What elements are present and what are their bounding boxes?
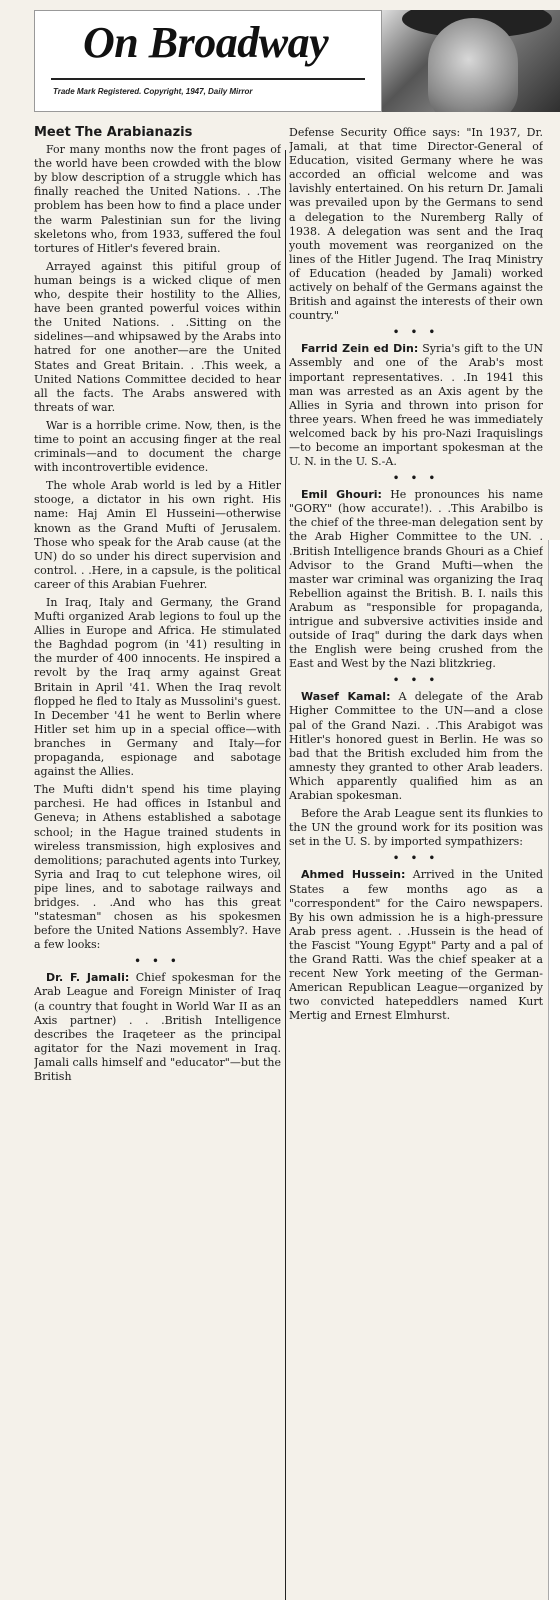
paragraph-text: Chief spokesman for the Arab League and Foreign Minister of Iraq (a country that fought in World War II as an Axis partner) . . .British Intelligence describes the Iraqeteer as the principal agitator for the Nazi movement in Iraq. Jamali calls himself and "educator"—but the British [34, 971, 281, 1083]
article-paragraph [34, 419, 281, 475]
paragraph-text: Arrived in the United States a few months ago as a "correspondent" for the Cairo newspapers. By his own admission he is a high-pressure Arab press agent. . .Hussein is the head of the Fascist "Young Egypt" Party and a pal of the Grand Ratti. Was the chief speaker at a recent New York meeting of the German-American Republican League—organized by two convicted hatepeddlers named Kurt Mertig and Ernest Elmhurst. [289, 868, 543, 1023]
profile-name: Ahmed Hussein: [301, 868, 406, 882]
article-paragraph [289, 807, 543, 849]
right-column [289, 126, 543, 1600]
article-paragraph [34, 596, 281, 779]
left-column [34, 126, 281, 1600]
right-column-body [289, 126, 543, 1023]
article-paragraph [34, 971, 281, 1084]
columnist-portrait-photo [382, 10, 560, 112]
article-paragraph [289, 342, 543, 469]
column-divider [285, 150, 286, 1600]
profile-name: Wasef Kamal: [301, 690, 391, 704]
article-paragraph [34, 783, 281, 952]
portrait-face [428, 18, 518, 112]
profile-name: Emil Ghouri: [301, 488, 382, 502]
section-separator: • • • [392, 675, 440, 687]
profile-name: Farrid Zein ed Din: [301, 342, 419, 356]
section-separator: • • • [134, 956, 181, 968]
paragraph-text: For many months now the front pages of the world have been crowded with the blow by blow description of a struggle which has finally reached the United Nations. . .The problem has been how to find a place under the warm Palestinian sun for the living skeletons who, from 1933, suffered the foul tortures of Hitler's fevered brain. [34, 143, 281, 255]
article-paragraph [289, 488, 543, 671]
paragraph-text: The Mufti didn't spend his time playing parchesi. He had offices in Istanbul and Geneva; in Athens established a sabotage school; in the Hague trained students in wireless transmission, high explosives and demolitions; parachuted agents into Turkey, Syria and Iraq to cut telephone wires, oil pipe lines, and to sabotage railways and bridges. . .And who has this great "statesman" chosen as his spokesmen before the United Nations Assembly?. Have a few looks: [34, 783, 281, 952]
paragraph-text: In Iraq, Italy and Germany, the Grand Mufti organized Arab legions to foul up the Allies in Europe and Africa. He stimulated the Baghdad pogrom (in '41) resulting in the murder of 400 innocents. He inspired a revolt by the Iraq army against Great Britain in April '41. When the Iraq revolt flopped he fled to Italy as Mussolini's guest. In December '41 he went to Berlin where Hitler set him up in a special office—with branches in Germany and Italy—for propaganda, espionage and sabotage against the Allies. [34, 596, 281, 779]
left-column-body [34, 143, 281, 1084]
paragraph-text: The whole Arab world is led by a Hitler stooge, a dictator in his own right. His name: Haj Amin El Husseini—otherwise known as the Grand Mufti of Jerusalem. Those who speak for the Arab cause (at the UN) do so under his direct supervision and control. . .Here, in a capsule, is the political career of this Arabian Fuehrer. [34, 479, 281, 591]
section-separator: • • • [392, 327, 440, 339]
column-title: On Broadway [83, 18, 329, 67]
paragraph-text: Defense Security Office says: "In 1937, Dr. Jamali, at that time Director-General of Education, visited Germany where he was accorded an official welcome and was lavishly entertained. On his return Dr. Jamali was prevailed upon by the Germans to send a delegation to the Nuremberg Rally of 1938. A delegation was sent and the Iraq youth movement was reorganized on the lines of the Hitler Jugend. The Iraq Ministry of Education (headed by Jamali) worked actively on behalf of the Germans against the British and against the interests of their own country." [289, 126, 543, 323]
paragraph-text: He pronounces his name "GORY" (how accurate!). . .This Arabilbo is the chief of the three-man delegation sent by the Arab Higher Committee to the UN. . .British Intelligence brands Ghouri as a Chief Advisor to the Grand Mufti—when the master war criminal was organizing the Iraq Rebellion against the British. B. I. nails this Arabum as "responsible for propaganda, intrigue and subversive activities inside and outside of Iraq" during the dark days when the English were being crushed from the East and West by the Nazi blitzkrieg. [289, 488, 543, 671]
article-paragraph [289, 690, 543, 803]
paragraph-text: War is a horrible crime. Now, then, is the time to point an accusing finger at the real criminals—and to document the charge with incontrovertible evidence. [34, 418, 281, 475]
article-paragraph [34, 479, 281, 592]
paragraph-text: A delegate of the Arab Higher Committee to the UN—and a close pal of the Grand Nazi. . .This Arabigot was Hitler's honored guest in Berlin. He was so bad that the British excluded him from the amnesty they granted to other Arab leaders. Which apparently qualified him as an Arabian spokesman. [289, 690, 543, 803]
section-heading: Meet The Arabianazis [34, 126, 193, 140]
section-separator: • • • [392, 853, 440, 865]
paragraph-text: Arrayed against this pitiful group of human beings is a wicked clique of men who, despite their hostility to the Allies, have been granted powerful voices within the United Nations. . .Sitting on the sidelines—and whipsawed by the Arabs into hatred for one another—are the United States and Great Britain. . .This week, a United Nations Committee decided to hear all the facts. The Arabs answered with threats of war. [34, 259, 281, 414]
article-paragraph [289, 126, 543, 323]
paragraph-text: Before the Arab League sent its flunkies to the UN the ground work for its position was set in the U. S. by imported sympathizers: [289, 807, 543, 849]
paragraph-text: Syria's gift to the UN Assembly and one of the Arab's most important representatives. . .In 1941 this man was arrested as an Axis agent by the Allies in Syria and thrown into prison for three years. When freed he was immediately welcomed back by his pro-Nazi Iraquislings—to become an important spokesman at the U. N. in the U. S.-A. [289, 342, 543, 469]
masthead [34, 10, 382, 112]
article-paragraph [34, 260, 281, 415]
section-separator: • • • [392, 473, 440, 485]
adjacent-column-edge [548, 540, 560, 1600]
profile-name: Dr. F. Jamali: [46, 971, 130, 985]
copyright-line: Trade Mark Registered. Copyright, 1947, Daily Mirror [53, 87, 253, 96]
article-paragraph [34, 143, 281, 256]
article-paragraph [289, 868, 543, 1023]
masthead-rule [51, 78, 365, 80]
